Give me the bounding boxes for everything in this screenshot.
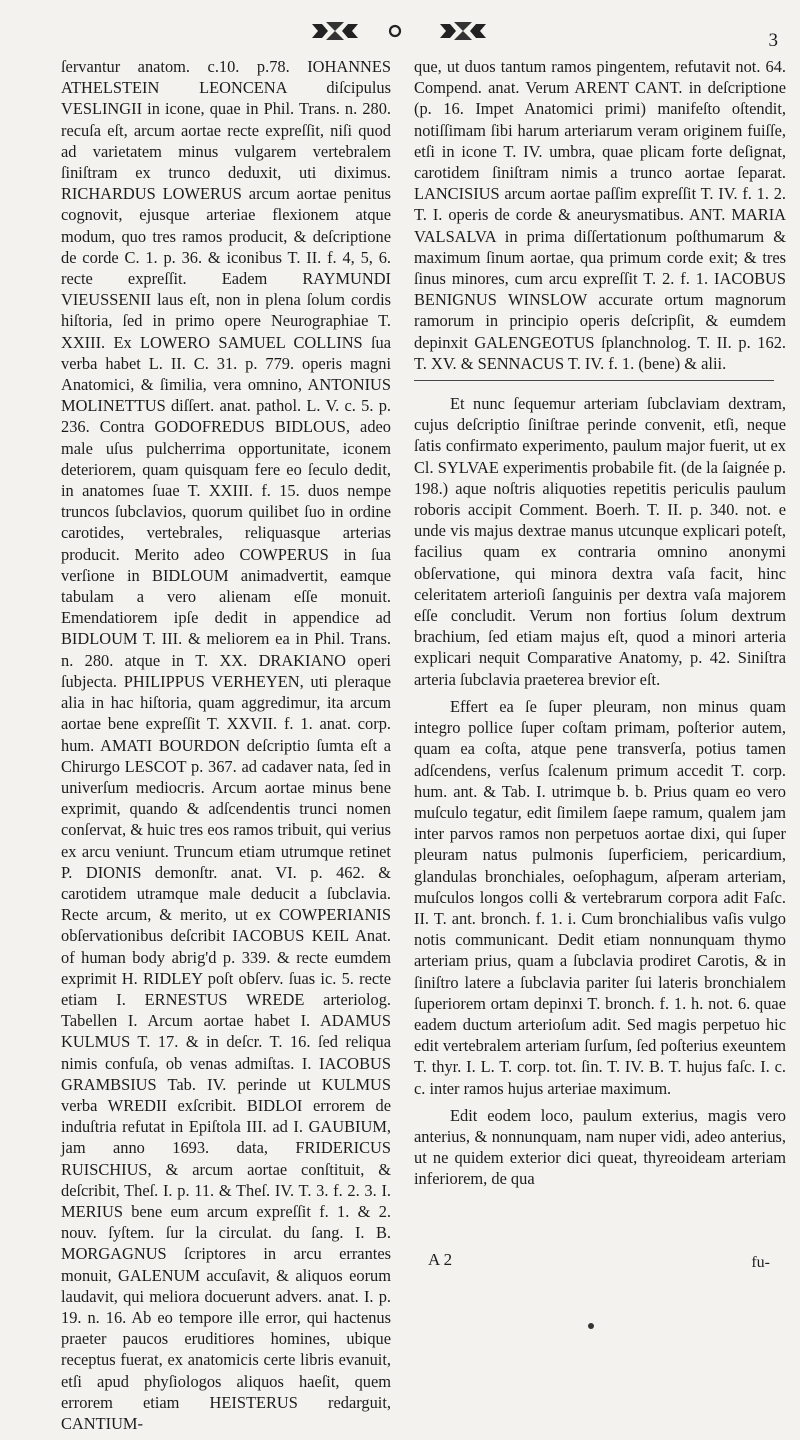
right-paragraph-1: que, ut duos tantum ramos pingentem, refutavit not. 64. Compend. anat. Verum ARENT CANT. in deſcriptione (p. 16. Impet Anatomici primi) manifeſto oſtendit, notiſſimam ſibi harum arteriarum veram originem fuiſſe, etſi in icone T. IV. umbra, quae plicam forte deſignat, carotidem ſiniſtram nimis a trunco aortae ſeparat. LANCISIUS arcum aortae paſſim expreſſit T. IV. f. 1. 2. T. I. operis de corde & aneurysmatibus. ANT. MARIA VALSALVA in prima diſſertationum poſthumarum & maximum ſinum aortae, qua primum corde exit; & tres ſinus minores, cum arcu expreſſit T. 2. f. 1. IACOBUS BENIGNUS WINSLOW accurate ortum magnorum ramorum in principio operis deſcripſit, & eumdem depinxit GALENGEOTUS ſplanchnolog. T. II. p. 162. T. XV. & SENNACUS T. IV. f. 1. (bene) & alii. bbox=[414, 57, 786, 373]
ornament-left-icon bbox=[310, 20, 360, 42]
left-paragraph: ſervantur anatom. c.10. p.78. IOHANNES ATHELSTEIN LEONCENA diſcipulus VESLINGII in icone, quae in Phil. Trans. n. 280. recuſa eſt, arcum aortae recte expreſſit, niſi quod ad varietatem minus vulgarem vertebralem ſiniſtram ex trunco deduxit, uti diximus. RICHARDUS LOWERUS arcum aortae penitus cognovit, ejusque arteriae flexionem atque modum, quo tres ramos producit, & deſcriptione de corde C. 1. p. 36. & iconibus T. II. f. 4, 5, 6. recte expreſſit. Eadem RAYMUNDI VIEUSSENII laus eſt, non in plena ſolum cordis hiſtoria, ſed in primo opere Neurographiae T. XXIII. Ex LOWERO SAMUEL COLLINS ſua verba habet L. II. C. 31. p. 779. operis magni Anatomici, & ſimilia, vera omnino, ANTONIUS MOLINETTUS diſſert. anat. pathol. L. V. c. 5. p. 236. Contra GODOFREDUS BIDLOUS, adeo male uſus pulcherrima opportunitate, iconem deteriorem, quam quisquam fere eo ſeculo dedit, in anatomes ſuae T. XXIII. f. 15. duos nempe truncos ſubclavios, quorum quilibet ſuo in ordine carotides, vertebrales, reliquasque arterias producit. Merito adeo COWPERUS in ſua verſione in BIDLOUM animadvertit, eamque tabulam a vero alienam eſſe monuit. Emendatiorem ipſe dedit in appendice ad BIDLOUM T. III. & meliorem ea in Phil. Trans. n. 280. atque in T. XX. DRAKIANO operi ſubjecta. PHILIPPUS VERHEYEN, uti pleraque alia in hac hiſtoria, quam aggredimur, ita arcum aortae bene expreſſit T. XXVII. f. 1. anat. corp. hum. AMATI BOURDON deſcriptio ſumta eſt a Chirurgo LESCOT p. 367. ad cadaver nata, ſed in univerſum mediocris. Arcum aortae minus bene exprimit, quando & adſcendentis trunci nomen conſervat, & huic tres eos ramos tribuit, qui verius ex arcu veniunt. Truncum etiam utrumque retinet P. DIONIS demonſtr. anat. VI. p. 462. & carotidem utramque male deducit a ſubclavia. Recte arcum, & merito, ut ex COWPERIANIS obſervationibus deſcribit IACOBUS KEIL Anat. of human body abrig'd p. 339. & recte eumdem exprimit H. RIDLEY poſt obſerv. ſuas ic. 5. recte etiam I. ERNESTUS WREDE arteriolog. Tabellen I. Arcum aortae habet I. ADAMUS KULMUS T. 17. & in deſcr. T. 16. ſed reliqua nimis confuſa, ob venas admiſtas. I. IACOBUS GRAMBSIUS Tab. IV. perinde ut KULMUS verba WREDII exſcribit. BIDLOI errorem de induſtria refutat in Epiſtola III. ad I. GAUBIUM, jam anno 1693. data, FRIDERICUS RUISCHIUS, & arcum aortae conſtituit, & deſcribit, Theſ. I. p. 11. & Theſ. IV. T. 3. f. 2. 3. I. MERIUS bene eum arcum expreſſit f. 1. & 2. nouv. ſyſtem. ſur la circulat. du ſang. I. B. MORGAGNUS ſcriptores in arcu errantes monuit, GALENUM accuſavit, & aliquos eorum laudavit, qui meliora docuerunt advers. anat. I. p. 19. n. 16. Ab eo tempore ille error, qui hactenus praeter paucos eruditiores homines, ubique receptus fuerat, ex anatomicis certe libris evanuit, etſi apud phyſiologos aliquos haeſit, quem errorem etiam HEISTERUS redarguit, CANTIUM- bbox=[61, 57, 391, 1433]
section-divider bbox=[414, 380, 774, 381]
catchword: fu- bbox=[751, 1254, 770, 1271]
ink-dot bbox=[588, 1323, 594, 1329]
right-paragraph-4: Edit eodem loco, paulum exterius, magis vero anterius, & nonnunquam, nam nuper vidi, adeo anterius, ut ne quidem exterior dici queat, thyreoideam arteriam inferiorem, de qua bbox=[414, 1105, 786, 1189]
signature-mark: A 2 bbox=[428, 1250, 453, 1269]
right-column bbox=[414, 56, 786, 1196]
ornament-right-icon bbox=[438, 20, 488, 42]
right-paragraph-2: Et nunc ſequemur arteriam ſubclaviam dextram, cujus deſcriptio ſiniſtrae perinde convenit, etſi, neque ſatis confirmato experimento, paulum major fuerit, ut ex Cl. SYLVAE experimentis probabile fit. (de la ſaignée p. 198.) aque noſtris aliquoties repetitis periculis paulum roboris accipit Comment. Boerh. T. II. p. 340. not. e unde vis majus dextrae manus utcunque explicari poteſt, facilius quam ex contraria omnino anonymi obſervatione, qui minora dextra vaſa facit, hinc celeritatem arterioſi ſanguinis per dextra vaſa majorem eſſe concludit. Verum non fortius ſolum dextrum brachium, ſed etiam majus eſt, quod a minori arteria explicari nequit Comparative Anatomy, p. 42. Siniſtra arteria ſubclavia praeterea brevior eſt. bbox=[414, 394, 786, 689]
right-paragraph-3: Effert ea ſe ſuper pleuram, non minus quam integro pollice ſuper coſtam primam, poſterior autem, quam ea coſta, atque pene transverſa, potius tamen adſcendens, verſus ſcalenum primum accedit T. corp. hum. ant. & Tab. I. utrimque b. b. Prius quam eo vero muſculo tegatur, edit ſimilem ſaepe ramum, qualem jam inter parvos ramos non perpetuos aortae dixi, qui ſuper pleuram natus pulmonis ſuperficiem, pericardium, glandulas bronchiales, oeſophagum, aſperam arteriam, muſculos longos colli & vertebrarum corpora adit Faſc. II. T. ant. bronch. f. 1. i. Cum bronchialibus vaſis vulgo notis communicant. Dedit etiam nonnunquam thymo arteriam prius, quam a ſubclavia prodiret Carotis, & in ſiniſtro latere a ſubclavia pariter ſui lateris bronchialem ſuperiorem ortam depinxi T. bronch. f. 1. h. not. 6. quae eadem ductum arterioſum adit. Sed magis perpetuo hic edit vertebralem arteriam ſurſum, ſed poſterius exeuntem T. thyr. I. L. T. corp. tot. ſin. T. IV. B. T. hujus faſc. I. c. c. inter ramos hujus arteriae maximum. bbox=[414, 696, 786, 1098]
ornament-circle-icon bbox=[388, 24, 402, 38]
left-column bbox=[61, 56, 391, 1440]
page-number: 3 bbox=[768, 30, 778, 51]
